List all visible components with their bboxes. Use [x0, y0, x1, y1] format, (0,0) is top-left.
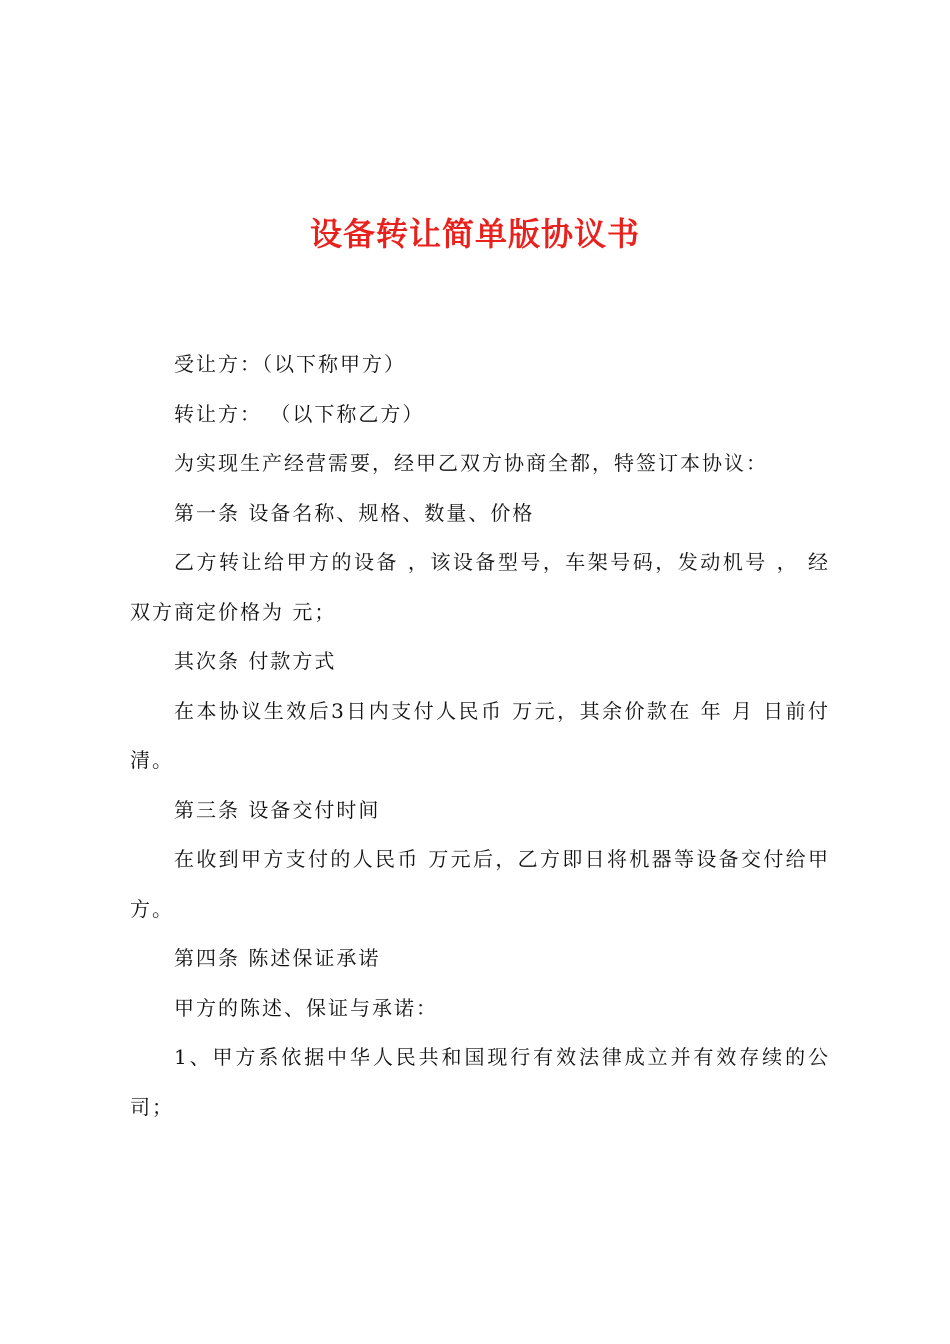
- paragraph-preamble: 为实现生产经营需要，经甲乙双方协商全都，特签订本协议：: [174, 451, 768, 475]
- document-title: 设备转让简单版协议书: [309, 215, 640, 253]
- document-body: [130, 340, 830, 1132]
- article-2-heading: 其次条 付款方式: [174, 649, 337, 673]
- paragraph-transferee: 受让方：（以下称甲方）: [174, 352, 406, 376]
- article-1-body: 乙方转让给甲方的设备 ，该设备型号，车架号码，发动机号 ， 经双方商定价格为 元；: [130, 550, 830, 624]
- article-2-body: 在本协议生效后3日内支付人民币 万元，其余价款在 年 月 日前付清。: [130, 698, 830, 772]
- article-3-heading: 第三条 设备交付时间: [174, 797, 381, 822]
- article-4-intro: 甲方的陈述、保证与承诺：: [174, 995, 438, 1020]
- article-4-item-1: 1、甲方系依据中华人民共和国现行有效法律成立并有效存续的公司；: [130, 1045, 830, 1119]
- article-1-heading: 第一条 设备名称、规格、数量、价格: [174, 500, 535, 525]
- article-4-heading: 第四条 陈述保证承诺: [174, 946, 381, 970]
- article-3-body: 在收到甲方支付的人民币 万元后，乙方即日将机器等设备交付给甲方。: [130, 847, 830, 921]
- paragraph-transferor: 转让方： （以下称乙方）: [174, 401, 425, 426]
